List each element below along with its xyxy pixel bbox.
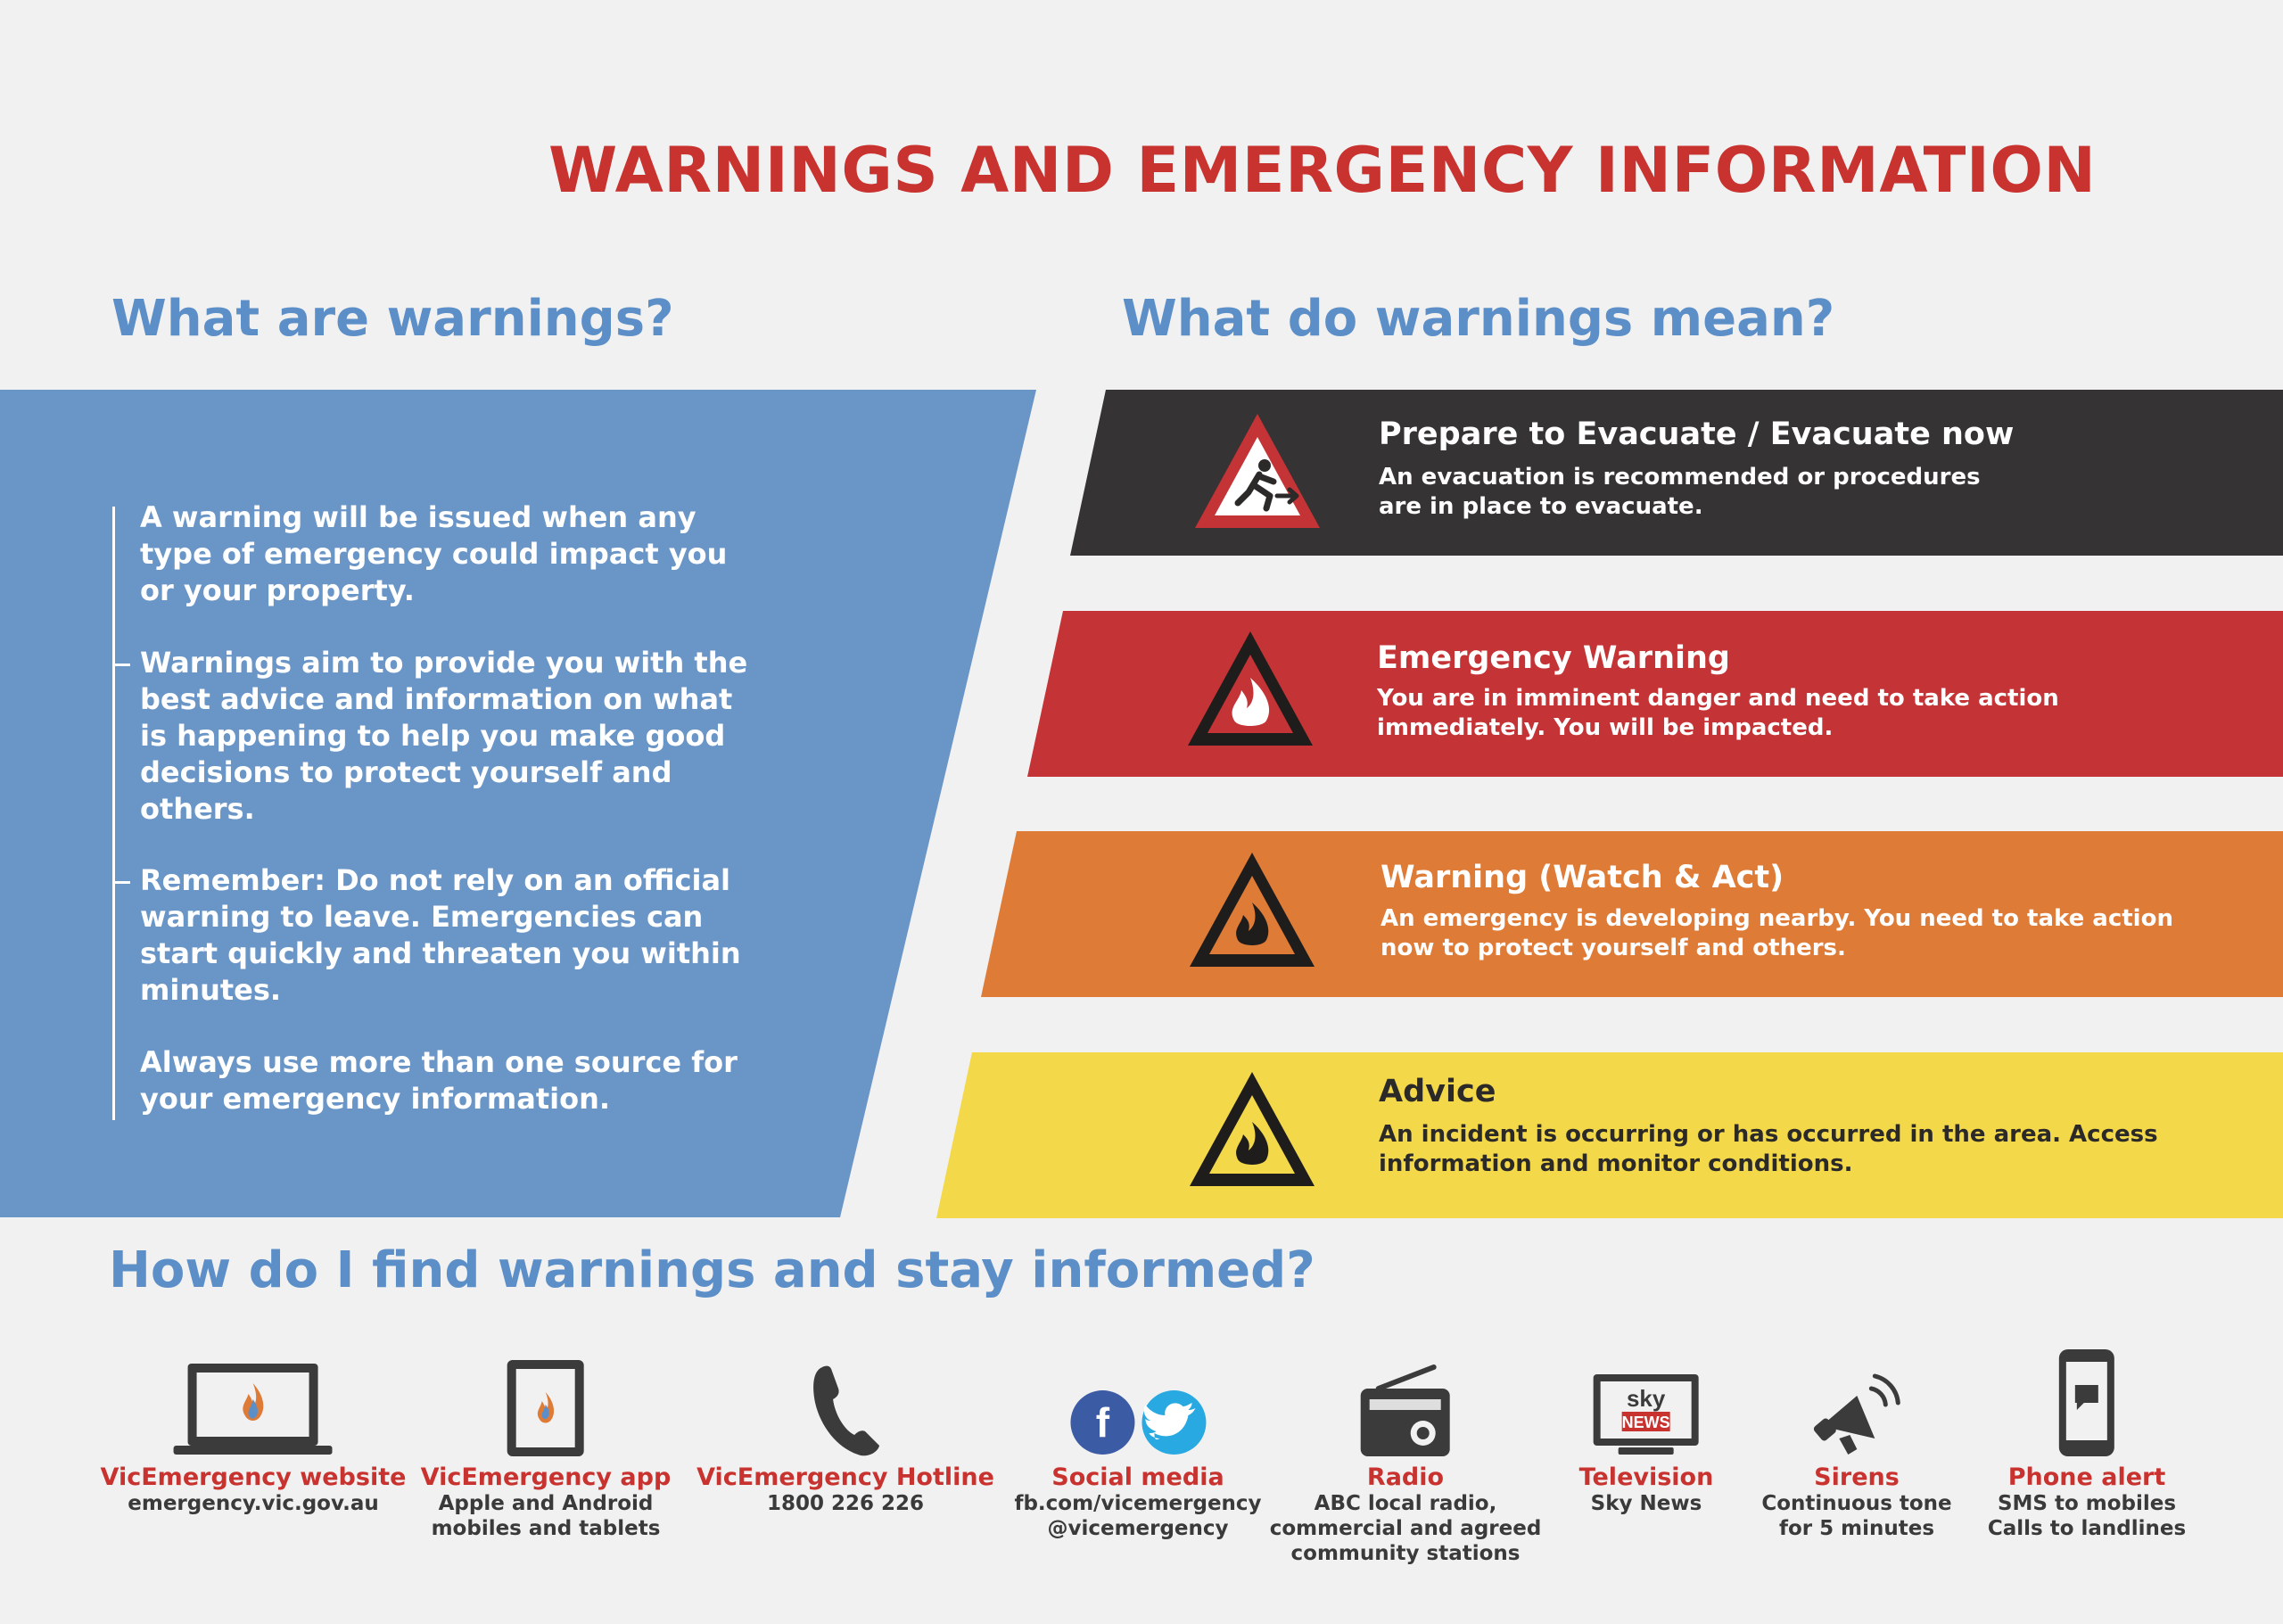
channel-detail: mobiles and tablets bbox=[431, 1517, 661, 1540]
bullet-tick bbox=[112, 881, 130, 884]
siren-icon bbox=[1812, 1369, 1901, 1458]
news-logo-text: NEWS bbox=[1621, 1414, 1670, 1431]
bullet-tick bbox=[112, 664, 130, 666]
info-paragraph: A warning will be issued when any type of emergency could impact you or your property. bbox=[140, 500, 728, 607]
tablet-icon bbox=[506, 1358, 586, 1458]
channel-title: Radio bbox=[1366, 1463, 1445, 1491]
warning-title: Emergency Warning bbox=[1377, 640, 1730, 676]
section-heading-how-to-find-warnings: How do I find warnings and stay informed? bbox=[109, 1241, 1315, 1299]
sky-logo-text: sky bbox=[1627, 1385, 1666, 1412]
channel-television[interactable] bbox=[1579, 1333, 1714, 1516]
channel-detail: community stations bbox=[1290, 1542, 1521, 1565]
channel-title: VicEmergency website bbox=[100, 1463, 407, 1491]
info-paragraph: Always use more than one source for your emergency information. bbox=[140, 1045, 738, 1116]
channel-sirens[interactable] bbox=[1761, 1333, 1951, 1541]
channel-detail: SMS to mobiles bbox=[1997, 1492, 2177, 1515]
channel-vicemergency-hotline[interactable] bbox=[696, 1333, 994, 1516]
channel-detail: Apple and Android bbox=[438, 1492, 654, 1515]
fire-warning-icon bbox=[1186, 849, 1318, 970]
channel-detail: for 5 minutes bbox=[1778, 1517, 1935, 1540]
channel-phone-alert[interactable] bbox=[1988, 1333, 2186, 1541]
evacuate-icon bbox=[1191, 410, 1323, 532]
channel-social-media[interactable] bbox=[1014, 1333, 1261, 1541]
warning-description: An incident is occurring or has occurred in the area. Access information and monitor conditions. bbox=[1379, 1121, 2158, 1177]
bullet-line bbox=[112, 507, 115, 1120]
warning-description: An emergency is developing nearby. You need to take action now to protect yourself and others. bbox=[1381, 905, 2173, 961]
channel-detail: Sky News bbox=[1590, 1492, 1702, 1515]
channel-title: VicEmergency Hotline bbox=[696, 1463, 994, 1491]
warning-title: Prepare to Evacuate / Evacuate now bbox=[1379, 416, 2015, 452]
warning-title: Warning (Watch & Act) bbox=[1381, 860, 1784, 895]
channel-vicemergency-app[interactable] bbox=[421, 1333, 672, 1541]
mobile-phone-icon bbox=[2057, 1348, 2116, 1458]
channel-title: VicEmergency app bbox=[420, 1463, 672, 1491]
channel-title: Social media bbox=[1051, 1463, 1224, 1491]
channel-detail: ABC local radio, bbox=[1314, 1492, 1497, 1515]
warning-description: An evacuation is recommended or procedures are in place to evacuate. bbox=[1379, 464, 1981, 520]
channel-radio[interactable] bbox=[1270, 1333, 1542, 1566]
channel-detail: Calls to landlines bbox=[1987, 1517, 2187, 1540]
channel-detail: emergency.vic.gov.au bbox=[128, 1492, 379, 1515]
info-paragraph: Warnings aim to provide you with the best advice and information on what is happening to help you make good decisions to protect yourself and others. bbox=[140, 646, 748, 826]
laptop-icon bbox=[174, 1360, 333, 1458]
social-media-icon bbox=[1067, 1387, 1209, 1458]
fire-warning-icon bbox=[1186, 1068, 1318, 1190]
channel-title: Television bbox=[1578, 1463, 1714, 1491]
channel-detail: Continuous tone bbox=[1761, 1492, 1952, 1515]
warning-title: Advice bbox=[1379, 1074, 1496, 1109]
radio-icon bbox=[1359, 1364, 1452, 1458]
television-icon bbox=[1592, 1373, 1701, 1458]
channel-detail: commercial and agreed bbox=[1269, 1517, 1542, 1540]
page-title: WARNINGS AND EMERGENCY INFORMATION bbox=[548, 134, 2097, 207]
warning-description: You are in imminent danger and need to take action immediately. You will be impacted. bbox=[1377, 685, 2059, 741]
channel-title: Sirens bbox=[1814, 1463, 1900, 1491]
info-paragraph: Remember: Do not rely on an official warning to leave. Emergencies can start quickly and threaten you within minutes. bbox=[140, 863, 741, 1007]
svg-text:f: f bbox=[1095, 1399, 1109, 1446]
fire-warning-icon bbox=[1184, 628, 1316, 749]
channel-vicemergency-website[interactable] bbox=[101, 1333, 407, 1516]
section-heading-what-are-warnings: What are warnings? bbox=[111, 290, 674, 348]
channel-title: Phone alert bbox=[2007, 1463, 2166, 1491]
channel-detail: 1800 226 226 bbox=[766, 1492, 925, 1515]
phone-handset-icon bbox=[810, 1364, 881, 1458]
section-heading-what-do-warnings-mean: What do warnings mean? bbox=[1122, 290, 1835, 348]
channel-detail: fb.com/vicemergency bbox=[1014, 1492, 1262, 1515]
channel-detail: @vicemergency bbox=[1047, 1517, 1229, 1540]
